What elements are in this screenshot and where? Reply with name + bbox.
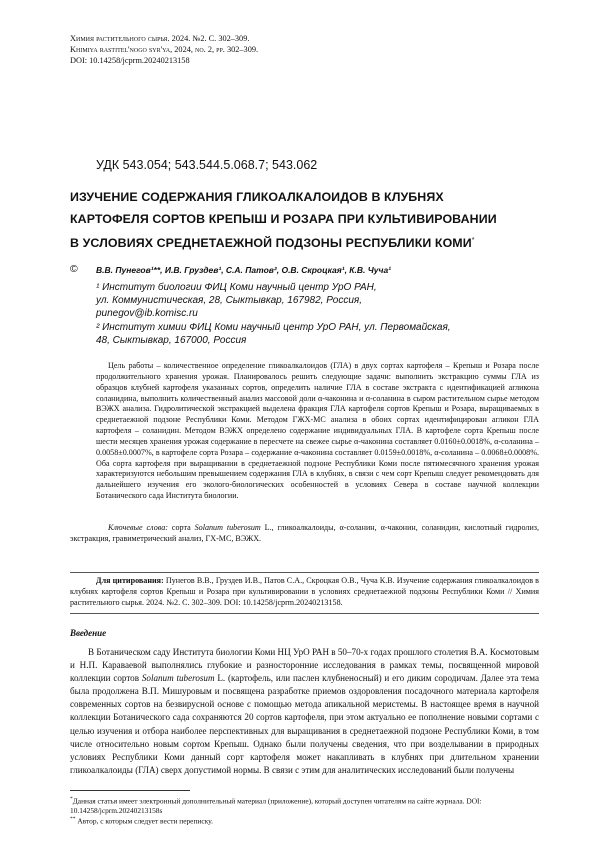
- copyright-symbol: ©: [70, 263, 78, 275]
- journal-citation-ru: Химия растительного сырья. 2024. №2. С. 302–309.: [70, 33, 258, 44]
- intro-paragraph: В Ботаническом саду Института биологии Коми НЦ УрО РАН в 50–70-х годах прошлого столетия В.А. Космотовым и Н.П. Каравaевой выполнялись глубокие и разносторонние исследования в рамках темы, посвященной мировой коллекции сортов Solanum tuberosum L. (картофель, или паслен клубненосный) и его диким сородичам. Далее эта тема была продолжена В.П. Мишуровым и посвящена разработке приемов оздоровления посадочного материала картофеля современных сортов на безвирусной основе с помощью метода апикальной меристемы. В настоящее время в научной коллекции Ботанического сада сохраняются 20 сортов картофеля, при этом актуально ее пополнение новыми сортами с целью изучения и отбора наиболее перспективных для выращивания в среднетаежной подзоне Республики Коми, в том числе относительно новым сортом Крепыш. Однако были получены сведения, что при возделывании в природных условиях Республики Коми данный сорт картофеля может накапливать в клубнях при длительном хранении гликоалкалоиды (ГЛА) сверх допустимой нормы. В связи с этим для аналитических исследований были получены: [70, 646, 539, 777]
- authors: В.В. Пунегов¹**, И.В. Груздев¹, С.А. Патов², О.В. Скроцкая¹, К.В. Чуча¹: [96, 264, 536, 276]
- affiliation-1-line-2: ул. Коммунистическая, 28, Сыктывкар, 167982, Россия,: [96, 294, 546, 307]
- journal-header: [70, 33, 258, 67]
- title-line-2: КАРТОФЕЛЯ СОРТОВ КРЕПЫШ И РОЗАРА ПРИ КУЛЬТИВИРОВАНИИ: [70, 208, 540, 230]
- footnote-2: ** Автор, с которым следует вести переписку.: [70, 815, 539, 826]
- footnote-1: *Данная статья имеет электронный дополнительный материал (приложение), который доступен читателям на сайте журнала. DOI: 10.14258/jcprm.20240213158s: [70, 795, 539, 815]
- divider: [70, 613, 539, 614]
- journal-citation-en: Khimiya rastitel'nogo syr'ya, 2024, no. 2, pp. 302–309.: [70, 44, 258, 55]
- title-line-3: В УСЛОВИЯХ СРЕДНЕТАЕЖНОЙ ПОДЗОНЫ РЕСПУБЛИКИ КОМИ*: [70, 230, 540, 254]
- footnote-separator: [70, 790, 190, 791]
- title-footnote-mark: *: [472, 237, 475, 244]
- affiliations: [96, 281, 546, 347]
- section-heading: Введение: [70, 628, 106, 638]
- affiliation-1-email[interactable]: punegov@ib.komisc.ru: [96, 307, 546, 320]
- divider: [70, 572, 539, 573]
- keywords-latin: Solanum tuberosum: [195, 523, 261, 532]
- keywords: Ключевые слова: сорта Solanum tuberosum L., гликоалкалоиды, α-соланин, α-чаконин, соланидин, кислотный гидролиз, экстракция, гравиметрический анализ, ГХ-МС, ВЭЖХ.: [70, 523, 539, 545]
- article-title: [70, 186, 540, 254]
- doi: DOI: 10.14258/jcprm.20240213158: [70, 55, 258, 66]
- title-line-1: ИЗУЧЕНИЕ СОДЕРЖАНИЯ ГЛИКОАЛКАЛОИДОВ В КЛУБНЯХ: [70, 186, 540, 208]
- intro-latin: Solanum tuberosum: [142, 673, 215, 683]
- citation-label: Для цитирования:: [96, 576, 164, 585]
- udc-code: УДК 543.054; 543.544.5.068.7; 543.062: [96, 158, 317, 172]
- affiliation-2-line-1: ² Институт химии ФИЦ Коми научный центр УрО РАН, ул. Первомайская,: [96, 321, 546, 334]
- keywords-label: Ключевые слова:: [108, 523, 168, 532]
- citation: Для цитирования: Пунегов В.В., Груздев И.В., Патов С.А., Скроцкая О.В., Чуча К.В. Изучение содержания гликоалкалоидов в клубнях картофеля сортов Крепыш и Розара при культивировании в условиях среднетаежной подзоны Республики Коми // Химия растительного сырья. 2024. №2. С. 302–309. DOI: 10.14258/jcprm.20240213158.: [70, 576, 539, 609]
- abstract: Цель работы – количественное определение гликоалкалоидов (ГЛА) в двух сортах картофеля – Крепыш и Розара после продолжительного хранения урожая. Планировалось решить следующие задачи: выполнить экстракцию суммы ГЛА из образцов клубней картофеля указанных сортов, определить наличие ГЛА в составе экстракта с идентификацией агликона соланидина, выполнить количественный анализ массовой доли α-чаконина и α-соланина в сыром растительном сырье методом ВЭЖХ анализа. Гидролитической экстракцией выделена фракция ГЛА картофеля сортов Крепыш и Розара, выращиваемых в среднетаежной подзоне Республики Коми. Методом ГЖХ-МС анализа в обоих сортах идентифицирован агликон ГЛА картофеля – соланидин. Методом ВЭЖХ определено содержание индивидуальных ГЛА. В картофеле сорта Крепыш после шести месяцев хранения урожая содержание в пересчете на свежее сырье α-чаконина составляет 0.0160±0.0018%, α-соланина – 0.0058±0.0007%, в картофеле сорта Розара – содержание α-чаконина составляет 0.0159±0.0018%, α-соланина – 0.0068±0.0008%. Оба сорта картофеля при выращивании в среднетаежной подзоне Республики Коми после пятимесячного хранения урожая характеризуются небольшим превышением содержания ГЛА в клубнях, в связи с чем сорт Крепыш следует рекомендовать для дальнейшего изучения его эколого-биологических особенностей в условиях Севера в составе научной коллекции Ботанического сада Института биологии.: [96, 361, 539, 502]
- affiliation-1-line-1: ¹ Институт биологии ФИЦ Коми научный центр УрО РАН,: [96, 281, 546, 294]
- affiliation-2-line-2: 48, Сыктывкар, 167000, Россия: [96, 334, 546, 347]
